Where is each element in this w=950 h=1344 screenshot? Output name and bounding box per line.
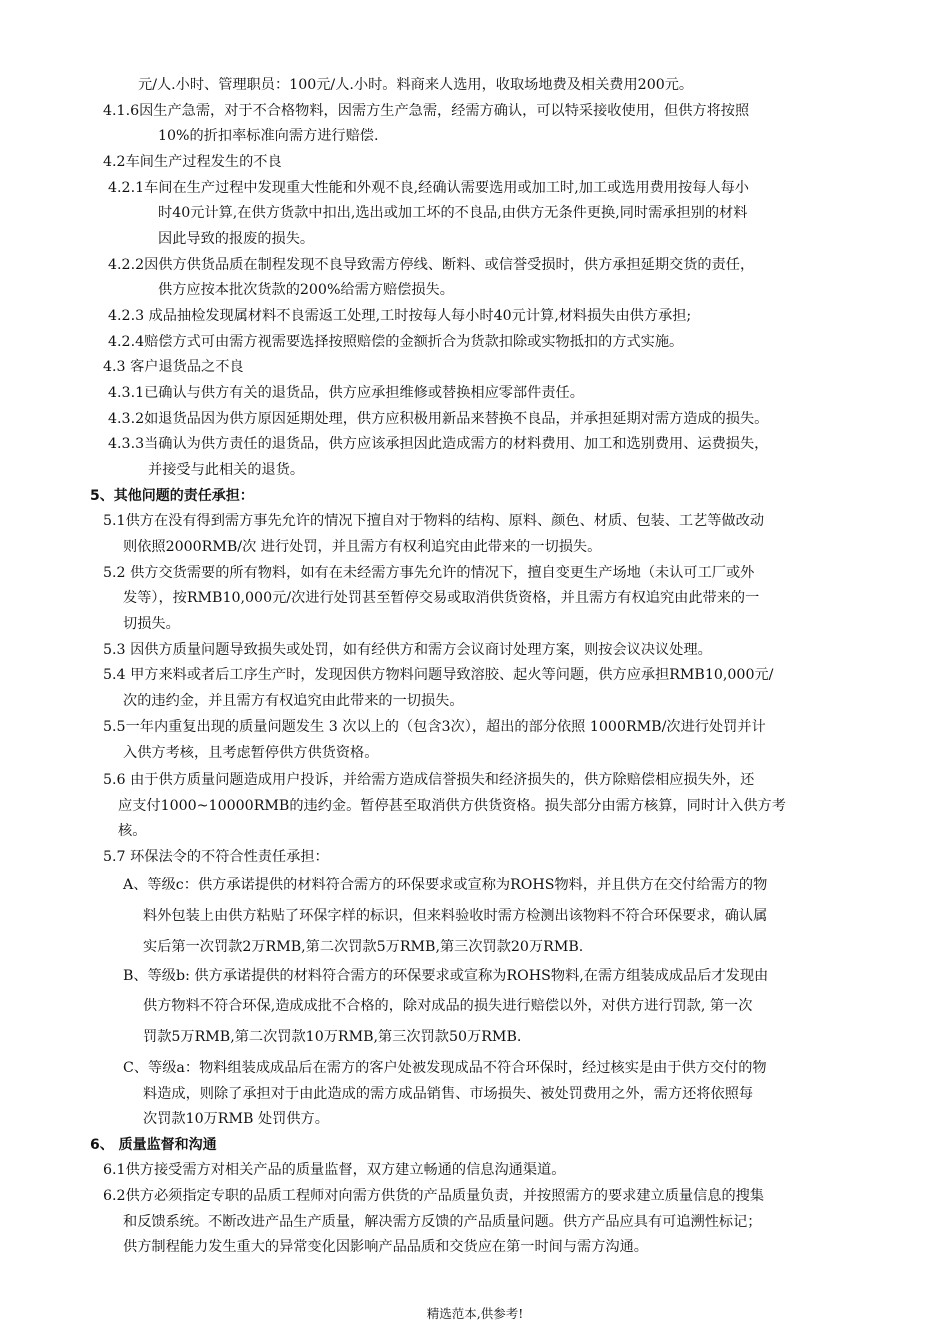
clause-5-3: 5.3 因供方质量问题导致损失或处罚，如有经供方和需方会议商讨处理方案，则按会议决议处理。 [103, 642, 712, 658]
text-line: 10%的折扣率标准向需方进行赔偿. [158, 128, 379, 144]
text-line: 时40元计算,在供方货款中扣出,选出或加工坏的不良品,由供方无条件更换,同时需承担别的材料 [158, 205, 748, 221]
section-4-2-heading: 4.2车间生产过程发生的不良 [103, 154, 282, 170]
clause-4-3-1: 4.3.1已确认与供方有关的退货品，供方应承担维修或替换相应零部件责任。 [108, 385, 584, 401]
section-5-heading: 5、其他问题的责任承担： [90, 488, 254, 504]
text-line: 料造成，则除了承担对于由此造成的需方成品销售、市场损失、被处罚费用之外，需方还将依照每 [143, 1086, 754, 1102]
level-b-item: B、等级b: 供方承诺提供的材料符合需方的环保要求或宣称为ROHS物料,在需方组装成成品后才发现由 [123, 968, 769, 984]
text-line: 入供方考核，且考虑暂停供方供货资格。 [123, 745, 379, 761]
text-line: 核。 [118, 823, 147, 839]
clause-5-1: 5.1供方在没有得到需方事先允许的情况下擅自对于物料的结构、原料、颜色、材质、包装、工艺等做改动 [103, 513, 765, 529]
text-line: 因此导致的报废的损失。 [158, 231, 315, 247]
clause-6-1: 6.1供方接受需方对相关产品的质量监督，双方建立畅通的信息沟通渠道。 [103, 1162, 566, 1178]
clause-4-3-3: 4.3.3当确认为供方责任的退货品，供方应该承担因此造成需方的材料费用、加工和选别费用、运费损失， [108, 436, 769, 452]
text-line: 实后第一次罚款2万RMB,第二次罚款5万RMB,第三次罚款20万RMB. [143, 939, 584, 955]
section-6-heading: 6、 质量监督和沟通 [90, 1137, 217, 1153]
clause-5-2: 5.2 供方交货需要的所有物料，如有在未经需方事先允许的情况下，擅自变更生产场地（未认可工厂或外 [103, 565, 755, 581]
text-line: 和反馈系统。不断改进产品生产质量，解决需方反馈的产品质量问题。供方产品应具有可追溯性标记； [123, 1214, 762, 1230]
clause-4-2-1: 4.2.1车间在生产过程中发现重大性能和外观不良,经确认需要选用或加工时,加工或选用费用按每人每小 [108, 180, 749, 196]
page-footer: 精选范本,供参考! [426, 1306, 524, 1321]
text-line: 供方物料不符合环保,造成成批不合格的，除对成品的损失进行赔偿以外，对供方进行罚款, 第一次 [143, 998, 753, 1014]
clause-5-4: 5.4 甲方来料或者后工序生产时，发现因供方物料问题导致溶胶、起火等问题，供方应承担RMB10,000元/ [103, 667, 774, 683]
section-4-3-heading: 4.3 客户退货品之不良 [103, 359, 244, 375]
clause-5-7: 5.7 环保法令的不符合性责任承担： [103, 849, 329, 865]
clause-5-6: 5.6 由于供方质量问题造成用户投诉，并给需方造成信誉损失和经济损失的，供方除赔偿相应损失外，还 [103, 772, 755, 788]
clause-6-2: 6.2供方必须指定专职的品质工程师对向需方供货的产品质量负责，并按照需方的要求建立质量信息的搜集 [103, 1188, 765, 1204]
text-line: 应支付1000~10000RMB的违约金。暂停甚至取消供方供货资格。损失部分由需方核算，同时计入供方考 [118, 798, 786, 814]
text-line: 则依照2000RMB/次 进行处罚，并且需方有权利追究由此带来的一切损失。 [123, 539, 602, 555]
text-line: 切损失。 [123, 616, 180, 632]
text-line: 发等），按RMB10,000元/次进行处罚甚至暂停交易或取消供货资格，并且需方有权追究由此带来的一 [123, 590, 760, 606]
text-line: 料外包装上由供方粘贴了环保字样的标识，但来料验收时需方检测出该物料不符合环保要求，确认属 [143, 908, 768, 924]
clause-4-3-2: 4.3.2如退货品因为供方原因延期处理，供方应积极用新品来替换不良品，并承担延期对需方造成的损失。 [108, 411, 769, 427]
clause-4-2-3: 4.2.3 成品抽检发现属材料不良需返工处理,工时按每人每小时40元计算,材料损失由供方承担; [108, 308, 692, 324]
text-line: 并接受与此相关的退货。 [148, 462, 305, 478]
level-a-item: C、等级a：物料组装成成品后在需方的客户处被发现成品不符合环保时，经过核实是由于供方交付的物 [123, 1060, 767, 1076]
clause-4-2-4: 4.2.4赔偿方式可由需方视需要选择按照赔偿的金额折合为货款扣除或实物抵扣的方式实施。 [108, 334, 684, 350]
clause-5-5: 5.5一年内重复出现的质量问题发生 3 次以上的（包含3次），超出的部分依照 1000RMB/次进行处罚并计 [103, 719, 766, 735]
text-line: 次罚款10万RMB 处罚供方。 [143, 1111, 329, 1127]
clause-4-1-6: 4.1.6因生产急需，对于不合格物料，因需方生产急需，经需方确认，可以特采接收使用，但供方将按照 [103, 103, 750, 119]
text-line: 罚款5万RMB,第二次罚款10万RMB,第三次罚款50万RMB. [143, 1029, 522, 1045]
text-line: 供方应按本批次货款的200%给需方赔偿损失。 [158, 282, 454, 298]
text-line: 供方制程能力发生重大的异常变化因影响产品品质和交货应在第一时间与需方沟通。 [123, 1239, 648, 1255]
level-c-item: A、等级c：供方承诺提供的材料符合需方的环保要求或宣称为ROHS物料，并且供方在交付给需方的物 [123, 877, 768, 893]
text-line: 元/人.小时、管理职员：100元/人.小时。料商来人选用，收取场地费及相关费用200元。 [138, 77, 694, 93]
text-line: 次的违约金，并且需方有权追究由此带来的一切损失。 [123, 693, 464, 709]
clause-4-2-2: 4.2.2因供方供货品质在制程发现不良导致需方停线、断料、或信誉受损时，供方承担延期交货的责任， [108, 257, 755, 273]
